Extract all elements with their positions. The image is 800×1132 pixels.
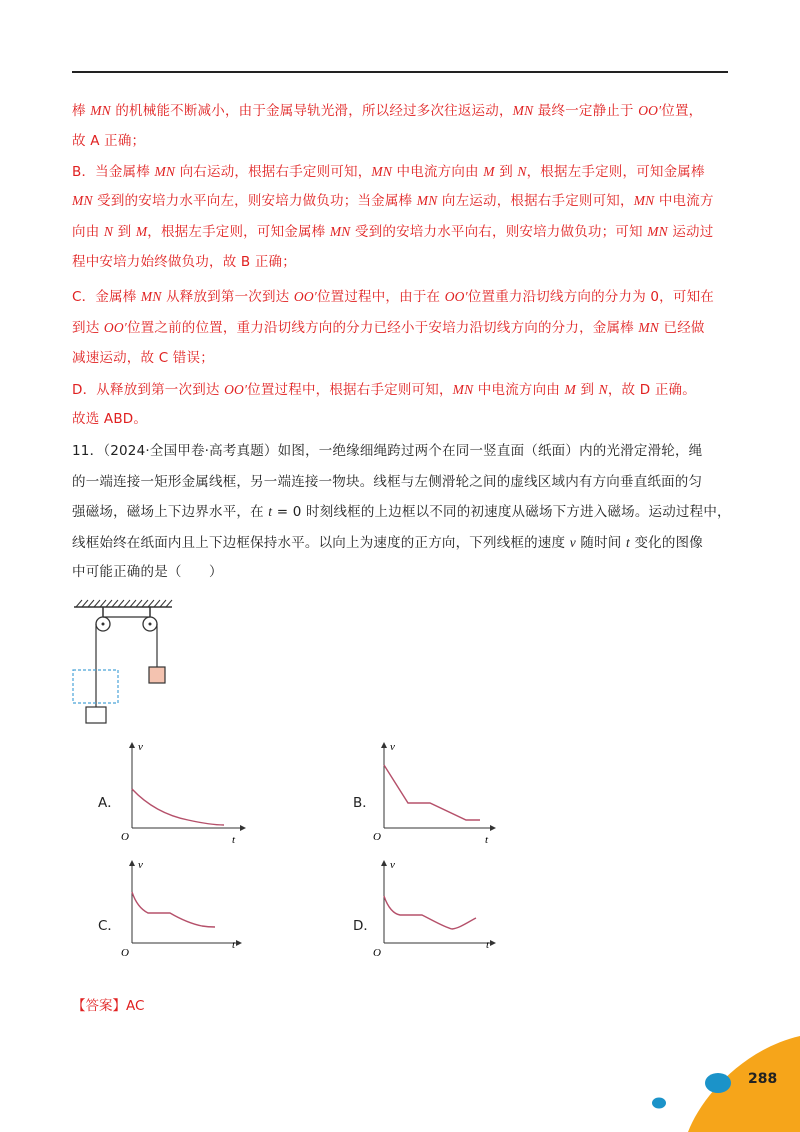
option-b-label: B． [353,795,376,811]
origin-label: O [373,831,381,843]
axis-v-label: v [390,859,395,871]
axis-v-label: v [138,859,143,871]
page-number: 288 [748,1071,778,1087]
solution-c-line-1: C．金属棒 MN 从释放到第一次到达 OO′位置过程中，由于在 OO′位置重力沿切线方向的分力为 0，可知在 [72,289,714,305]
option-d-label: D． [353,918,377,934]
axis-v-label: v [138,741,143,753]
solution-line-1: 棒 MN 的机械能不断减小，由于金属导轨光滑，所以经过多次往返运动，MN 最终一定静止于 OO′位置， [72,103,703,119]
origin-label: O [121,831,129,843]
axis-t-label: t [486,939,490,951]
solution-b-line-1: B．当金属棒 MN 向右运动，根据右手定则可知，MN 中电流方向由 M 到 N，根据左手定则，可知金属棒 [72,164,705,180]
solution-line-2: 故 A 正确； [72,133,146,149]
answer-label: 【答案】 [72,998,126,1014]
solution-b-line-4: 程中安培力始终做负功，故 B 正确； [72,254,296,270]
option-a-label: A． [98,795,121,811]
solution-b-line-3: 向由 N 到 M，根据左手定则，可知金属棒 MN 受到的安培力水平向右，则安培力做负功；可知 MN 运动过 [72,224,714,240]
axis-t-label: t [232,834,236,845]
origin-label: O [373,947,381,959]
question-line-5: 中可能正确的是（ ） [72,564,223,580]
solution-b-line-2: MN 受到的安培力水平向左，则安培力做负功；当金属棒 MN 向左运动，根据右手定则可知，MN 中电流方 [72,193,714,209]
axis-v-label: v [390,741,395,753]
solution-final: 故选 ABD。 [72,411,148,427]
origin-label: O [121,947,129,959]
option-c-label: C． [98,918,121,934]
blue-dot-large [705,1073,731,1093]
solution-d-line-1: D．从释放到第一次到达 OO′位置过程中，根据右手定则可知，MN 中电流方向由 M 到 N，故 D 正确。 [72,382,696,398]
question-line-4: 线框始终在纸面内且上下边框保持水平。以向上为速度的正方向，下列线框的速度 v 随时间 t 变化的图像 [72,535,703,551]
answer-value: AC [126,998,145,1014]
solution-c-line-2: 到达 OO′位置之前的位置，重力沿切线方向的分力已经小于安培力沿切线方向的分力，金属棒 MN 已经做 [72,320,705,336]
question-line-3: 强磁场，磁场上下边界水平，在 t = 0 时刻线框的上边框以不同的初速度从磁场下方进入磁场。运动过程中， [72,504,731,520]
axis-t-label: t [232,939,236,951]
blue-dot-small [652,1098,666,1109]
solution-c-line-3: 减速运动，故 C 错误； [72,350,214,366]
axis-t-label: t [485,834,489,845]
question-line-1: 11．（2024·全国甲卷·高考真题）如图，一绝缘细绳跨过两个在同一竖直面（纸面）内的光滑定滑轮，绳 [72,443,703,459]
question-line-2: 的一端连接一矩形金属线框，另一端连接一物块。线框与左侧滑轮之间的虚线区域内有方向垂直纸面的匀 [72,474,703,490]
